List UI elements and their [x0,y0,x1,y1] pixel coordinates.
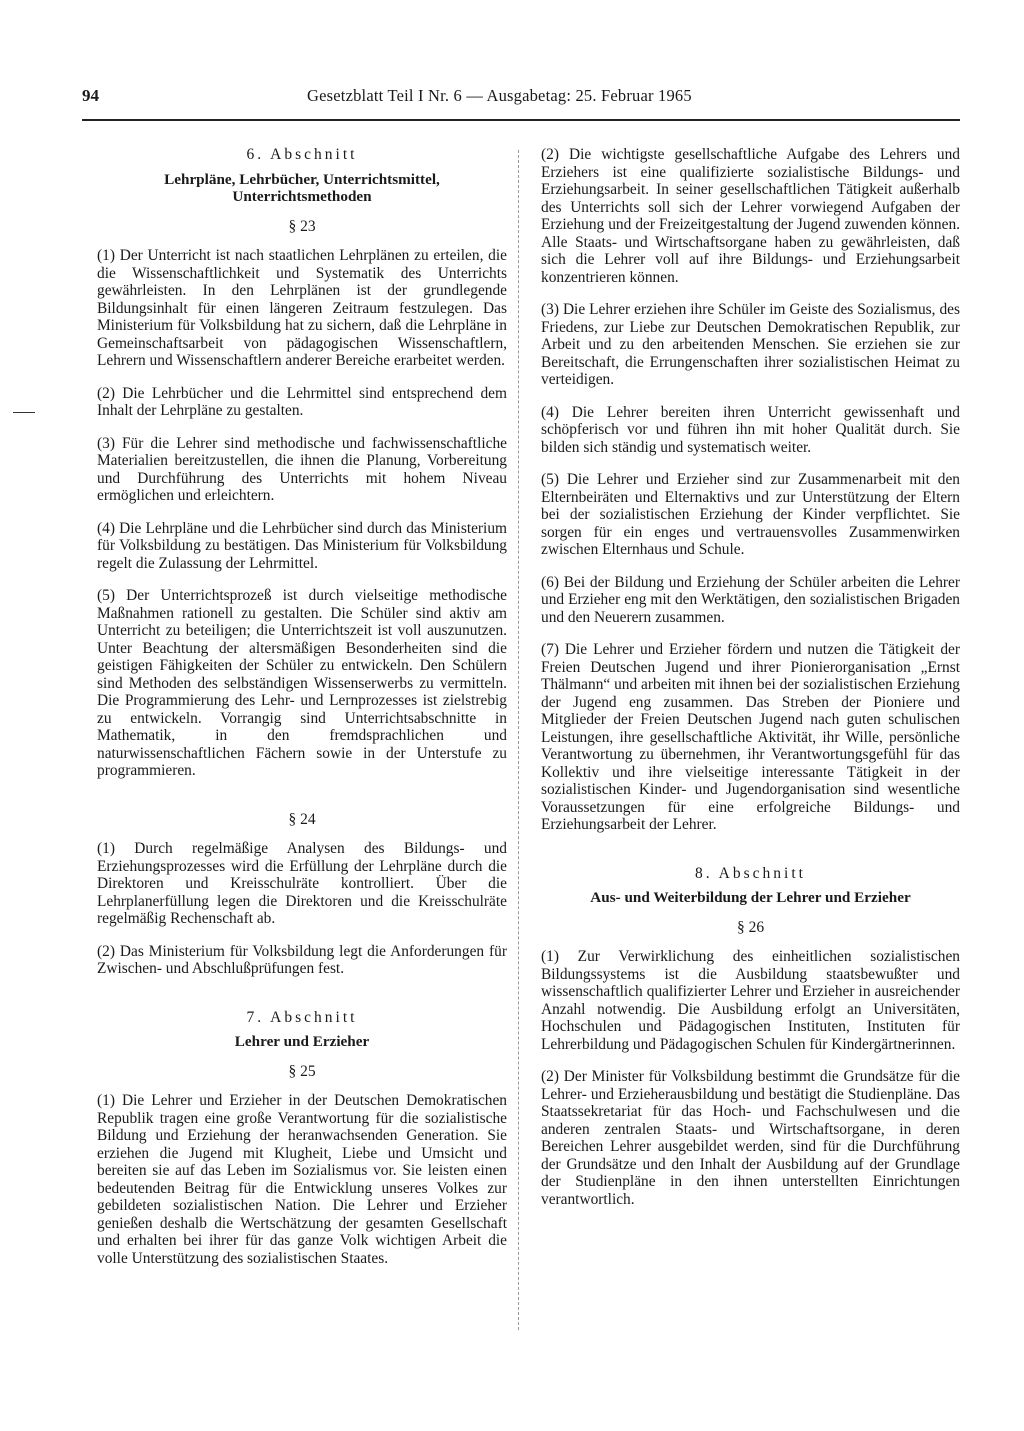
column-divider [518,150,519,1330]
p26-para-1: (1) Zur Verwirklichung des einheitlichen sozialistischen Bildungssystems ist die Ausbildung staatsbewußter und wissenschaftlich qualifizierter Lehrer und Erzieher in ausreichender Anzahl notwendig. Die Ausbildung erfolgt an Universitäten, Hochschulen und Pädagogischen Instituten, Instituten für Lehrerbildung und Pädagogischen Schulen für Kindergärtnerinnen. [541,948,960,1053]
p25-para-5: (5) Die Lehrer und Erzieher sind zur Zusammenarbeit mit den Elternbeiräten und Elternaktivs und zur Unterstützung der Eltern bei der sozialistischen Erziehung der Kinder verpflichtet. Sie sorgen für ein enges und vertrauensvolles Zusammenwirken zwischen Elternhaus und Schule. [541,471,960,558]
section-7-heading: Lehrer und Erzieher [234,1033,370,1050]
p23-para-4: (4) Die Lehrpläne und die Lehrbücher sind durch das Ministerium für Volksbildung zu bestätigen. Das Ministerium für Volksbildung regelt die Zulassung der Lehrmittel. [97,519,507,572]
p25-para-4: (4) Die Lehrer bereiten ihren Unterricht gewissenhaft und schöpferisch vor und führen ihn mit hoher Qualität durch. Sie bilden sich ständig und systematisch weiter. [541,403,960,456]
header-rule [82,119,960,121]
page-header [82,86,960,116]
p24-para-1: (1) Durch regelmäßige Analysen des Bildungs- und Erziehungsprozesses wird die Erfüllung der Lehrpläne durch die Direktoren und Kreisschulräte kontrolliert. Über die Lehrplanerfüllung legen die Direktoren und die Kreisschulräte regelmäßig Rechenschaft ab. [97,840,507,927]
right-column [541,146,960,1223]
running-title: Gesetzblatt Teil I Nr. 6 — Ausgabetag: 25. Februar 1965 [307,86,692,105]
p25-para-2: (2) Die wichtigste gesellschaftliche Aufgabe des Lehrers und Erziehers ist eine qualifizierte sozialistische Bildungs- und Erziehungsarbeit. In seiner gesellschaftlichen Tätigkeit außerhalb des Unterrichts soll sich der Lehrer vorwiegend Aufgaben der Erziehung und der Freizeitgestaltung der Jugend zuwenden können. Alle Staats- und Wirtschaftsorgane haben zu gewährleisten, daß sich die Lehrer voll auf ihre Bildungs- und Erziehungsarbeit konzentrieren können. [541,146,960,286]
p26-para-2: (2) Der Minister für Volksbildung bestimmt die Grundsätze für die Lehrer- und Erzieherausbildung und bestätigt die Studienpläne. Das Staatssekretariat für das Hoch- und Fachschulwesen und die anderen zentralen Staats- und Wirtschaftsorgane, in deren Bereichen Lehrer ausgebildet werden, sind für die Durchführung der Grundsätze und den Inhalt der Ausbildung auf der Grundlage der Studienpläne in den ihnen unterstellten Einrichtungen verantwortlich. [541,1068,960,1208]
paragraph-23-sign: § 23 [288,217,316,235]
p25-para-7: (7) Die Lehrer und Erzieher fördern und nutzen die Tätigkeit der Freien Deutschen Jugend und ihrer Pionierorganisation „Ernst Thälmann“ und arbeiten mit ihnen bei der sozialistischen Erziehung der Jugend eng zusammen. Das Streben der Pioniere und Mitglieder der Freien Deutschen Jugend nach guten schulischen Leistungen, ihre gesellschaftliche Aktivität, ihr Wille, persönliche Verantwortung zu übernehmen, ihr Verantwortungsgefühl für das Kollektiv und ihre vielseitige interessante Tätigkeit in der sozialistischen Kinder- und Jugendorganisation sind wesentliche Voraussetzungen für eine erfolgreiche Bildungs- und Erziehungsarbeit der Lehrer. [541,641,960,833]
p23-para-3: (3) Für die Lehrer sind methodische und fachwissenschaftliche Materialien bereitzustellen, die ihnen die Planung, Vorbereitung und Durchführung des Unterrichts mit hohem Niveau ermöglichen und erleichtern. [97,434,507,504]
p23-para-1: (1) Der Unterricht ist nach staatlichen Lehrplänen zu erteilen, die die Wissenschaftlichkeit und Systematik des Unterrichts gewährleisten. In den Lehrplänen ist der grundlegende Bildungsinhalt für einen längeren Zeitraum festzulegen. Das Ministerium für Volksbildung hat zu sichern, daß die Lehrpläne in Gemeinschaftsarbeit von pädagogischen Wissenschaftlern, Lehrern und Wissenschaftlern anderer Bereiche erarbeitet werden. [97,247,507,369]
paragraph-24-sign: § 24 [288,810,316,828]
section-6-title: 6. Abschnitt [246,146,358,163]
p23-para-2: (2) Die Lehrbücher und die Lehrmittel sind entsprechend dem Inhalt der Lehrpläne zu gestalten. [97,384,507,419]
p23-para-5: (5) Der Unterrichtsprozeß ist durch vielseitige methodische Maßnahmen rationell zu gestalten. Die Schüler sind aktiv am Unterricht zu beteiligen; die Unterrichtszeit ist voll auszunutzen. Unter Beachtung der altersmäßigen Besonderheiten sind die geistigen Fähigkeiten der Schüler zu entwickeln. Den Schülern sind Methoden des selbständigen Wissenserwerbs zu vermitteln. Die Programmierung des Lehr- und Lernprozesses ist zielstrebig zu entwickeln. Vorrangig sind Unterrichtsabschnitte in Mathematik, in den fremdsprachlichen und naturwissenschaftlichen Fächern sowie in der Unterstufe zu programmieren. [97,587,507,779]
margin-mark [13,412,35,413]
section-8-heading: Aus- und Weiterbildung der Lehrer und Erzieher [590,889,911,906]
p25-para-1: (1) Die Lehrer und Erzieher in der Deutschen Demokratischen Republik tragen eine große Verantwortung für die sozialistische Bildung und Erziehung der heranwachsenden Generation. Sie erziehen die Jugend mit Klugheit, Liebe und Umsicht und bereiten sie auf das Leben im Sozialismus vor. Sie leisten einen bedeutenden Beitrag für die Entwicklung unseres Volkes zur gebildeten sozialistischen Nation. Die Lehrer und Erzieher genießen deshalb die Wertschätzung der gesamten Gesellschaft und erhalten bei ihrer für das ganze Volk wichtigen Arbeit die volle Unterstützung des sozialistischen Staates. [97,1092,507,1267]
section-7-title: 7. Abschnitt [246,1008,358,1026]
left-column [97,146,507,1282]
p24-para-2: (2) Das Ministerium für Volksbildung legt die Anforderungen für Zwischen- und Abschlußprüfungen fest. [97,942,507,977]
paragraph-25-sign: § 25 [288,1062,316,1080]
p25-para-6: (6) Bei der Bildung und Erziehung der Schüler arbeiten die Lehrer und Erzieher eng mit den Werktätigen, den sozialistischen Brigaden und den Neuerern zusammen. [541,573,960,626]
p25-para-3: (3) Die Lehrer erziehen ihre Schüler im Geiste des Sozialismus, des Friedens, zur Liebe zur Deutschen Demokratischen Republik, zur Arbeit und zu den arbeitenden Menschen. Sie erziehen sie zur Bereitschaft, die Errungenschaften ihrer sozialistischen Heimat zu verteidigen. [541,301,960,388]
paragraph-26-sign: § 26 [736,918,765,936]
section-8-title: 8. Abschnitt [695,864,806,882]
page-number: 94 [82,86,99,105]
section-6-heading: Lehrpläne, Lehrbücher, Unterrichtsmittel, Unterrichtsmethoden [164,170,440,205]
